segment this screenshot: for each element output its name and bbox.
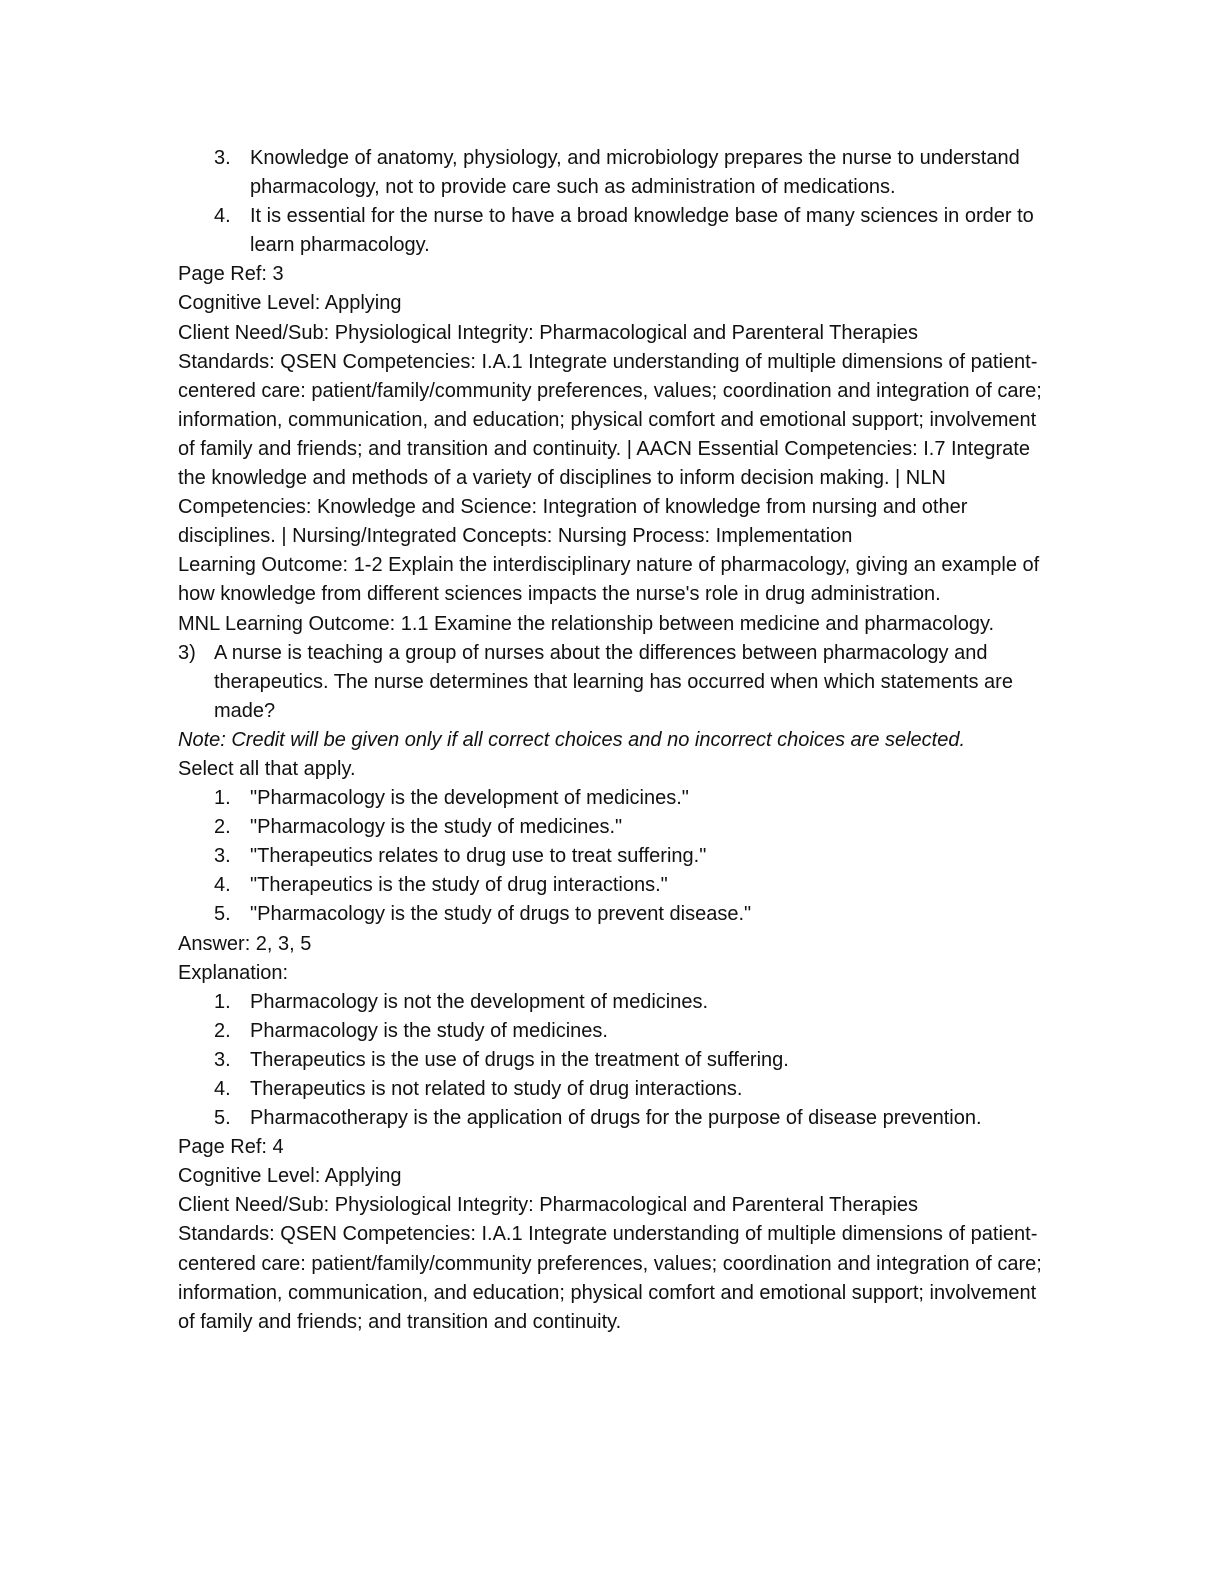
list-number: 4. [214, 205, 231, 228]
option-text: "Therapeutics relates to drug use to treat suffering." [250, 845, 707, 868]
option-item [178, 813, 1048, 842]
page-content [178, 144, 1048, 1337]
list-item [178, 202, 1048, 260]
option-text: "Pharmacology is the study of drugs to prevent disease." [250, 903, 752, 926]
explanation-text: Pharmacology is not the development of medicines. [250, 990, 709, 1013]
answer: Answer: 2, 3, 5 [178, 932, 312, 955]
explanation-text: Therapeutics is the use of drugs in the treatment of suffering. [250, 1048, 789, 1071]
option-number: 3. [214, 845, 231, 868]
list-text: Knowledge of anatomy, physiology, and microbiology prepares the nurse to understand pharmacology, not to provide care such as administration of medications. [250, 147, 1020, 199]
explanation-label: Explanation: [178, 961, 289, 984]
explanation-item [178, 1075, 1048, 1104]
previous-explanation-list [178, 144, 1048, 260]
explanation-item [178, 1046, 1048, 1075]
cognitive-level: Cognitive Level: Applying [178, 1165, 402, 1188]
explanation-number: 4. [214, 1078, 231, 1100]
standards: Standards: QSEN Competencies: I.A.1 Integrate understanding of multiple dimensions of patient-centered care: patient/family/community preferences, values; coordination and integration of care; information, communication, and education; physical comfort and emotional support; involvement of family and friends; and transition and continuity. | AACN Essential Competencies: I.7 Integrate the knowledge and methods of a variety of disciplines to inform decision making. | NLN Competencies: Knowledge and Science: Integration of knowledge from nursing and other disciplines. | Nursing/Integrated Concepts: Nursing Process: Implementation [178, 350, 1042, 548]
mnl-learning-outcome: MNL Learning Outcome: 1.1 Examine the relationship between medicine and pharmacology. [178, 612, 995, 635]
explanation-item [178, 1017, 1048, 1046]
option-text: "Pharmacology is the study of medicines." [250, 816, 623, 839]
explanation-item [178, 988, 1048, 1017]
option-item [178, 784, 1048, 813]
answer-options [178, 784, 1048, 929]
explanation-number: 2. [214, 1019, 231, 1042]
explanation-number: 3. [214, 1048, 231, 1071]
client-need: Client Need/Sub: Physiological Integrity: Pharmacological and Parenteral Therapies [178, 1194, 919, 1217]
option-number: 2. [214, 816, 231, 839]
question-text: A nurse is teaching a group of nurses about the differences between pharmacology and therapeutics. The nurse determines that learning has occurred when which statements are made? [214, 641, 1013, 722]
page-ref: Page Ref: 4 [178, 1136, 284, 1159]
option-text: "Therapeutics is the study of drug interactions." [250, 874, 668, 897]
question-instruction: Select all that apply. [178, 757, 356, 780]
explanation-text: Pharmacology is the study of medicines. [250, 1019, 608, 1042]
option-number: 4. [214, 874, 231, 897]
list-text: It is essential for the nurse to have a broad knowledge base of many sciences in order to learn pharmacology. [250, 205, 1034, 257]
explanation-text: Pharmacotherapy is the application of drugs for the purpose of disease prevention. [250, 1107, 982, 1130]
explanation-number: 1. [214, 990, 231, 1013]
explanation-item [178, 1104, 1048, 1133]
option-text: "Pharmacology is the development of medicines." [250, 787, 689, 810]
list-number: 3. [214, 147, 231, 169]
cognitive-level: Cognitive Level: Applying [178, 292, 402, 315]
learning-outcome: Learning Outcome: 1-2 Explain the interdisciplinary nature of pharmacology, giving an example of how knowledge from different sciences impacts the nurse's role in drug administration. [178, 554, 1040, 606]
page-ref: Page Ref: 3 [178, 263, 284, 286]
standards: Standards: QSEN Competencies: I.A.1 Integrate understanding of multiple dimensions of patient-centered care: patient/family/community preferences, values; coordination and integration of care; information, communication, and education; physical comfort and emotional support; involvement of family and friends; and transition and continuity. [178, 1223, 1042, 1333]
option-number: 1. [214, 787, 231, 810]
option-item [178, 900, 1048, 929]
question-number: 3) [178, 641, 196, 664]
option-item [178, 842, 1048, 871]
question-stem [178, 639, 1048, 726]
option-item [178, 871, 1048, 900]
explanation-text: Therapeutics is not related to study of drug interactions. [250, 1078, 743, 1100]
question-note: Note: Credit will be given only if all correct choices and no incorrect choices are selected. [178, 728, 966, 751]
client-need: Client Need/Sub: Physiological Integrity: Pharmacological and Parenteral Therapies [178, 321, 919, 344]
explanation-list [178, 988, 1048, 1133]
option-number: 5. [214, 903, 231, 926]
list-item [178, 144, 1048, 202]
explanation-number: 5. [214, 1107, 231, 1130]
